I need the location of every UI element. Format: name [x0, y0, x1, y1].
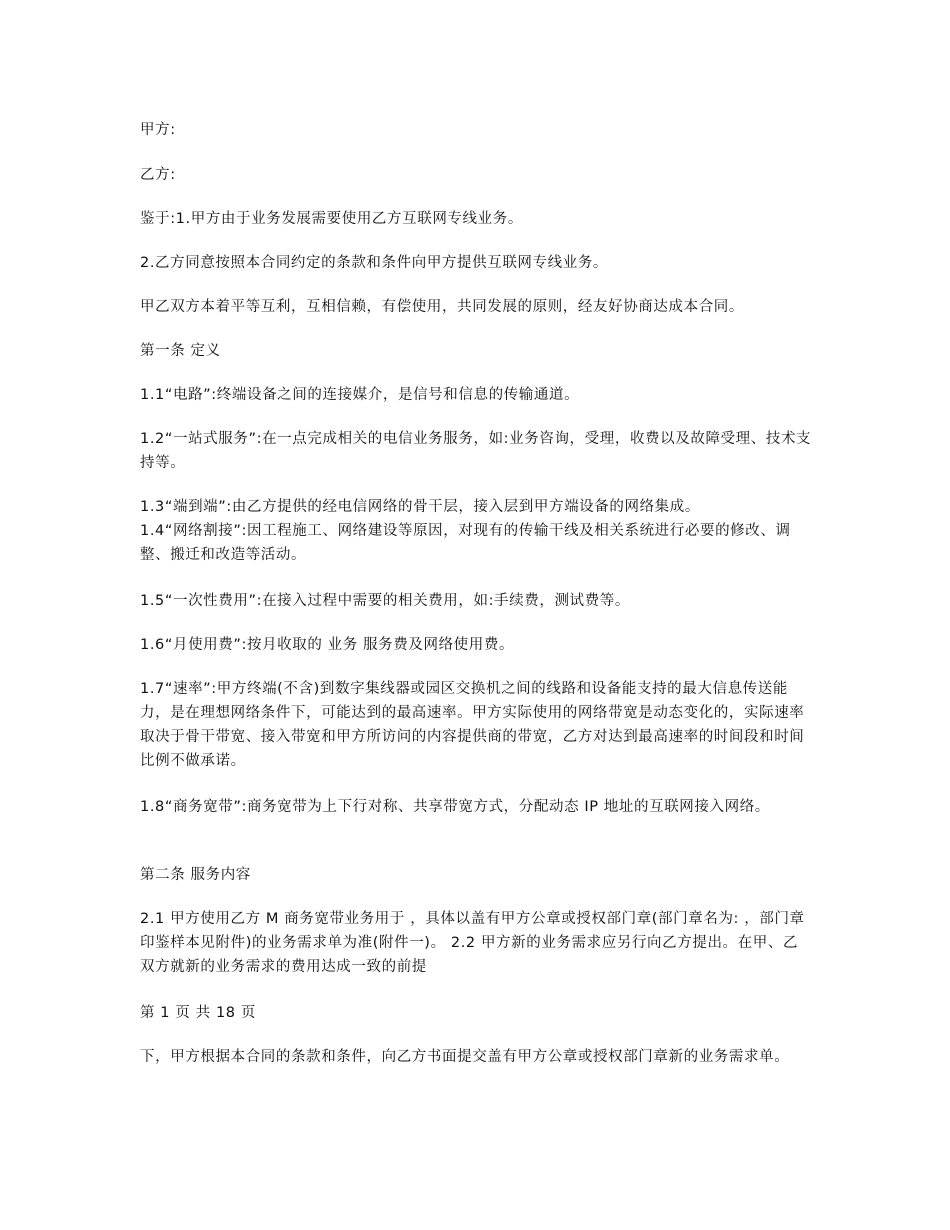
clause-1-7: 1.7“速率”:甲方终端(不含)到数字集线器或园区交换机之间的线路和设备能支持的最大信息传送能力，是在理想网络条件下，可能达到的最高速率。甲方实际使用的网络带宽是动态变化的，实际速率取决于骨干带宽、接入带宽和甲方所访问的内容提供商的带宽，乙方对达到最高速率的时间段和时间比例不做承诺。: [140, 681, 805, 769]
clause-1-1: 1.1“电路”:终端设备之间的连接媒介，是信号和信息的传输通道。: [140, 387, 580, 403]
party-a-label: 甲方:: [140, 122, 176, 138]
clause-2-2-continued: 下，甲方根据本合同的条款和条件，向乙方书面提交盖有甲方公章或授权部门章新的业务需求单。: [140, 1049, 790, 1065]
recital-1: 鉴于:1.甲方由于业务发展需要使用乙方互联网专线业务。: [140, 211, 523, 227]
clause-1-5: 1.5“一次性费用”:在接入过程中需要的相关费用，如:手续费，测试费等。: [140, 593, 630, 609]
article-1-heading: 第一条 定义: [140, 343, 221, 359]
clause-1-3: 1.3“端到端”:由乙方提供的经电信网络的骨干层，接入层到甲方端设备的网络集成。: [140, 499, 700, 515]
recital-principle: 甲乙双方本着平等互利，互相信赖，有偿使用，共同发展的原则，经友好协商达成本合同。: [140, 299, 744, 315]
recital-2: 2.乙方同意按照本合同约定的条款和条件向甲方提供互联网专线业务。: [140, 255, 609, 271]
clause-1-6: 1.6“月使用费”:按月收取的 业务 服务费及网络使用费。: [140, 637, 515, 653]
clause-1-4: 1.4“网络割接”:因工程施工、网络建设等原因，对现有的传输干线及相关系统进行必要的修改、调整、搬迁和改造等活动。: [140, 523, 791, 563]
page-footer: 第 1 页 共 18 页: [140, 1005, 256, 1021]
article-2-heading: 第二条 服务内容: [140, 867, 251, 883]
clause-2-1: 2.1 甲方使用乙方 M 商务宽带业务用于 ，具体以盖有甲方公章或授权部门章(部门章名为: ，部门章印鉴样本见附件)的业务需求单为准(附件一)。 2.2 甲方新的业务需求应另行向乙方提出。在甲、乙双方就新的业务需求的费用达成一致的前提: [140, 911, 805, 975]
party-b-label: 乙方:: [140, 167, 176, 183]
clause-1-8: 1.8“商务宽带”:商务宽带为上下行对称、共享带宽方式，分配动态 IP 地址的互联网接入网络。: [140, 799, 770, 815]
clause-1-2: 1.2“一站式服务”:在一点完成相关的电信业务服务，如:业务咨询，受理，收费以及故障受理、技术支持等。: [140, 431, 812, 471]
